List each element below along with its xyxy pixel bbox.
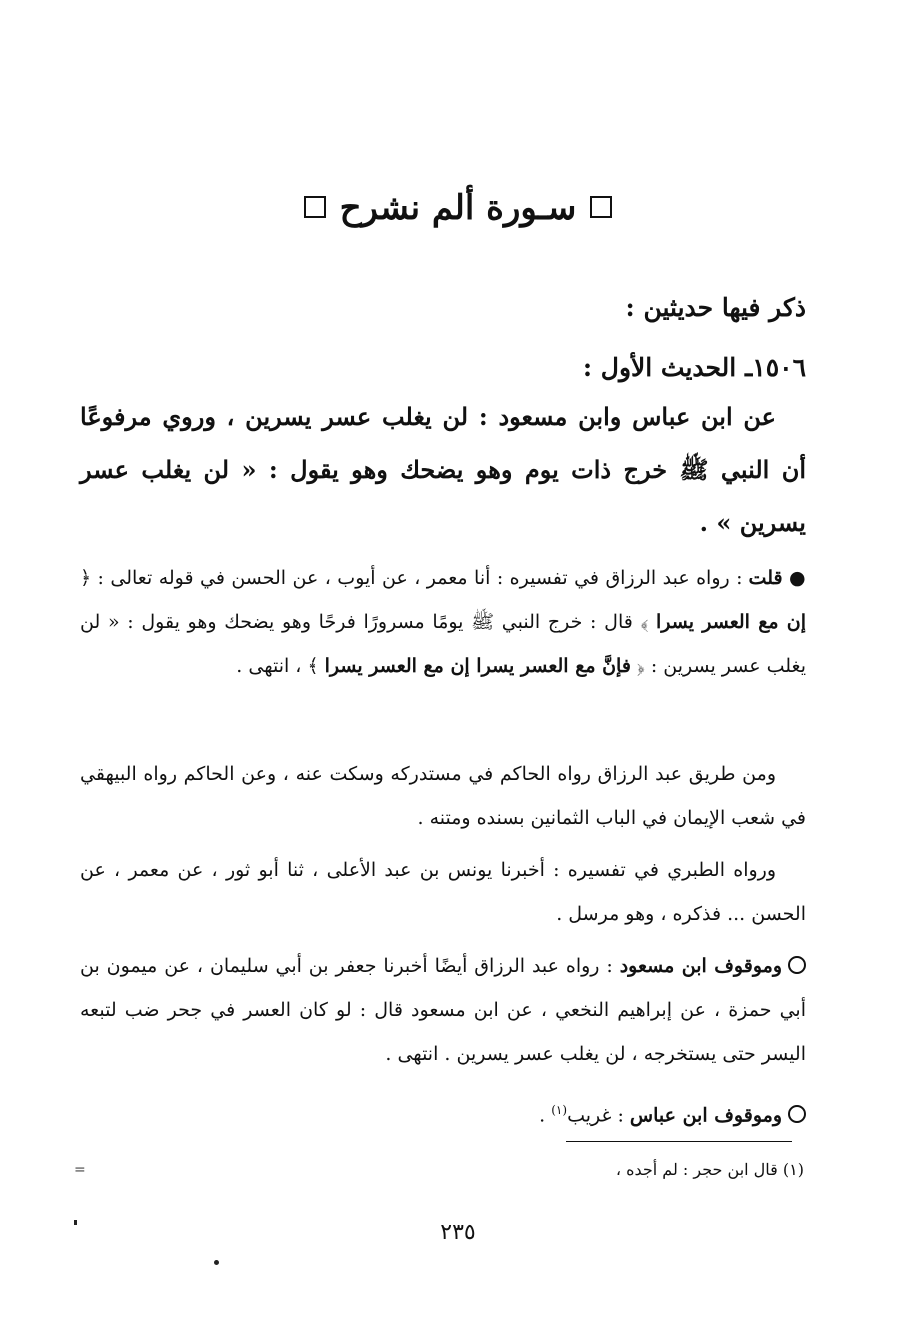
qultu-text-2: ﴾ قال : خرج النبي ﷺ يومًا مسرورًا فرحًا وهو يضحك وهو يقول : « لن يغلب عسر يسرين : ﴿	[80, 611, 806, 677]
paragraph-tabari: ورواه الطبري في تفسيره : أخبرنا يونس بن عبد الأعلى ، ثنا أبو ثور ، عن معمر ، عن الحسن ... فذكره ، وهو مرسل .	[80, 859, 806, 925]
page-number: ٢٣٥	[440, 1220, 476, 1245]
ibn-abbas-end: .	[539, 1104, 552, 1127]
hadith-heading: ١٥٠٦ـ الحديث الأول :	[582, 353, 806, 382]
square-ornament-icon	[590, 196, 612, 218]
circle-ornament-icon	[788, 1105, 806, 1123]
square-ornament-icon	[304, 196, 326, 218]
qultu-text-1: : رواه عبد الرزاق في تفسيره : أنا معمر ، عن أيوب ، عن الحسن في قوله تعالى : ﴿	[80, 567, 749, 589]
paragraph-qultu	[80, 556, 806, 688]
surah-title	[0, 178, 916, 238]
hadith-text: عن ابن عباس وابن مسعود : لن يغلب عسر يسرين ، وروي مرفوعًا أن النبي ﷺ خرج ذات يوم وهو يضحك وهو يقول : « لن يغلب عسر يسرين » .	[80, 402, 806, 537]
intro-line: ذكر فيها حديثين :	[625, 293, 806, 322]
bullet-icon: ●	[789, 567, 806, 589]
quran-quote-2: فإنَّ مع العسر يسرا إن مع العسر يسرا	[324, 655, 631, 677]
ibn-masud-text: : رواه عبد الرزاق أيضًا أخبرنا جعفر بن أبي سليمان ، عن ميمون بن أبي حمزة ، عن إبراهيم النخعي ، عن ابن مسعود قال : لو كان العسر في جحر ضب لتبعه اليسر حتى يستخرجه ، لن يغلب عسر يسرين . انتهى .	[80, 955, 806, 1065]
footnote-divider	[566, 1141, 792, 1142]
quran-quote-1: إن مع العسر يسرا	[656, 611, 806, 633]
ibn-masud-label: وموقوف ابن مسعود	[619, 955, 782, 977]
qultu-text-3: ﴾ ، انتهى .	[236, 655, 325, 677]
surah-title-text: سـورة ألم نشرح	[339, 188, 577, 228]
paragraph-ibn-masud	[80, 944, 806, 1076]
paragraph-ibn-abbas	[80, 1088, 806, 1137]
footnote-reference: (١)	[551, 1103, 568, 1117]
paragraph-hakim: ومن طريق عبد الرزاق رواه الحاكم في مستدركه وسكت عنه ، وعن الحاكم رواه البيهقي في شعب الإيمان في الباب الثمانين بسنده ومتنه .	[80, 763, 806, 829]
qultu-label: قلت	[748, 567, 783, 589]
circle-ornament-icon	[788, 956, 806, 974]
ibn-abbas-text: : غريب	[567, 1104, 630, 1127]
footnote: (١) قال ابن حجر : لم أجده ،	[615, 1160, 804, 1179]
margin-mark: =	[74, 1162, 86, 1178]
ibn-abbas-label: وموقوف ابن عباس	[629, 1104, 782, 1127]
speck-mark	[214, 1260, 219, 1265]
